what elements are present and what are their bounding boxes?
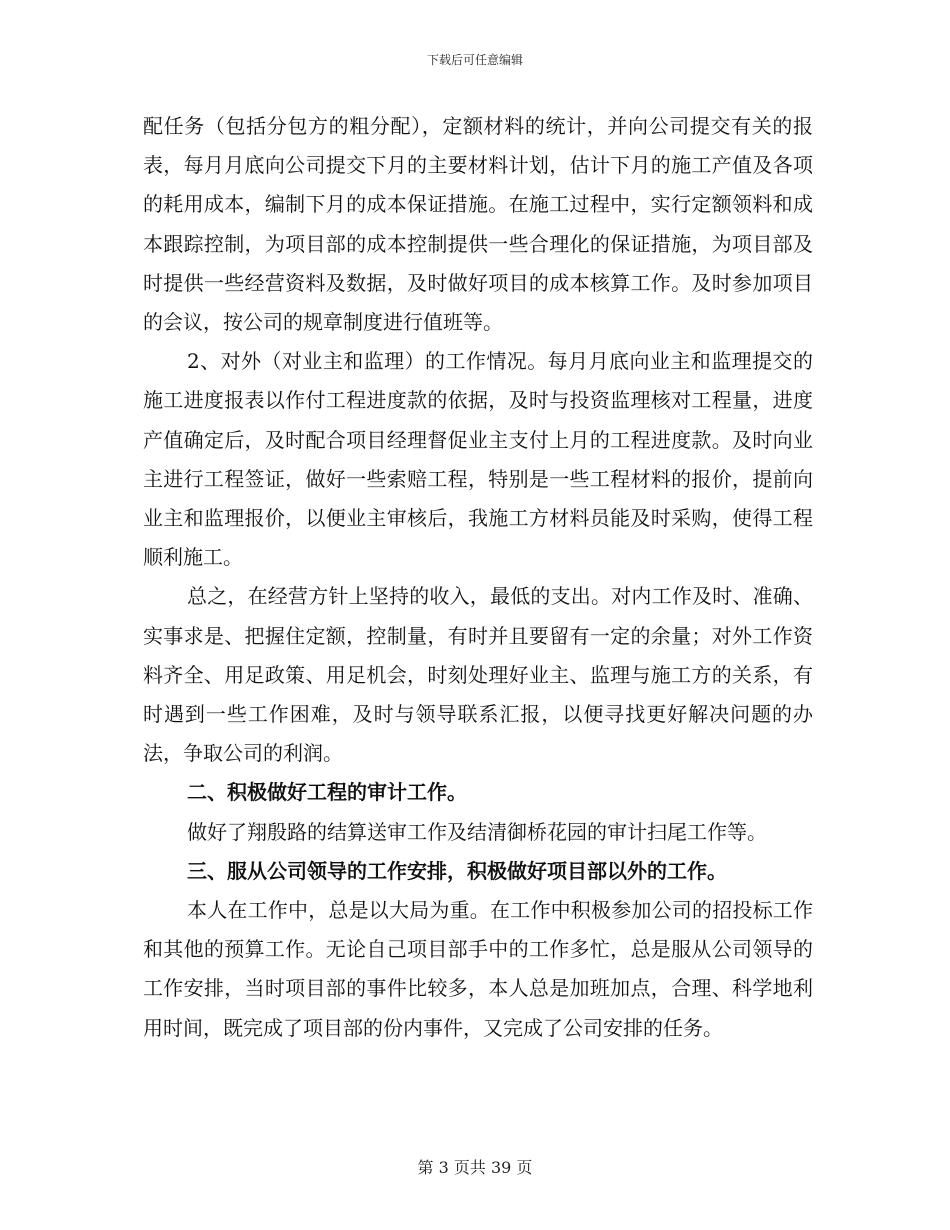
page-header: 下载后可任意编辑 [426,53,523,67]
paragraph-summary: 总之，在经营方针上坚持的收入，最低的支出。对内工作及时、准确、实事求是、把握住定额，控制量，有时并且要留有一定的余量；对外工作资料齐全、用足政策、用足机会，时刻处理好业主、监理与施工方的关系，有时遇到一些工作困难，及时与领导联系汇报，以便寻找更好解决问题的办法，争取公司的利润。 [143,584,813,766]
paragraph-audit: 做好了翔殷路的结算送审工作及结清御桥花园的审计扫尾工作等。 [187,819,767,844]
section-heading-obey: 三、服从公司领导的工作安排，积极做好项目部以外的工作。 [187,858,727,883]
document-body [143,107,813,1048]
paragraph-obey: 本人在工作中，总是以大局为重。在工作中积极参加公司的招投标工作和其他的预算工作。无论自己项目部手中的工作多忙，总是服从公司领导的工作安排，当时项目部的事件比较多，本人总是加班加点，合理、科学地利用时间，既完成了项目部的份内事件，又完成了公司安排的任务。 [143,898,813,1040]
paragraph-external-work: 2、对外（对业主和监理）的工作情况。每月月底向业主和监理提交的施工进度报表以作付工程进度款的依据，及时与投资监理核对工程量，进度产值确定后，及时配合项目经理督促业主支付上月的工程进度款。及时向业主进行工程签证，做好一些索赔工程，特别是一些工程材料的报价，提前向业主和监理报价，以便业主审核后，我施工方材料员能及时采购，使得工程顺利施工。 [143,349,813,570]
paragraph-continuation: 配任务（包括分包方的粗分配），定额材料的统计，并向公司提交有关的报表，每月月底向公司提交下月的主要材料计划，估计下月的施工产值及各项的耗用成本，编制下月的成本保证措施。在施工过程中，实行定额领料和成本跟踪控制，为项目部的成本控制提供一些合理化的保证措施，为项目部及时提供一些经营资料及数据，及时做好项目的成本核算工作。及时参加项目的会议，按公司的规章制度进行值班等。 [143,114,813,335]
page-footer: 第 3 页共 39 页 [417,1158,533,1177]
section-heading-audit: 二、积极做好工程的审计工作。 [187,780,467,805]
